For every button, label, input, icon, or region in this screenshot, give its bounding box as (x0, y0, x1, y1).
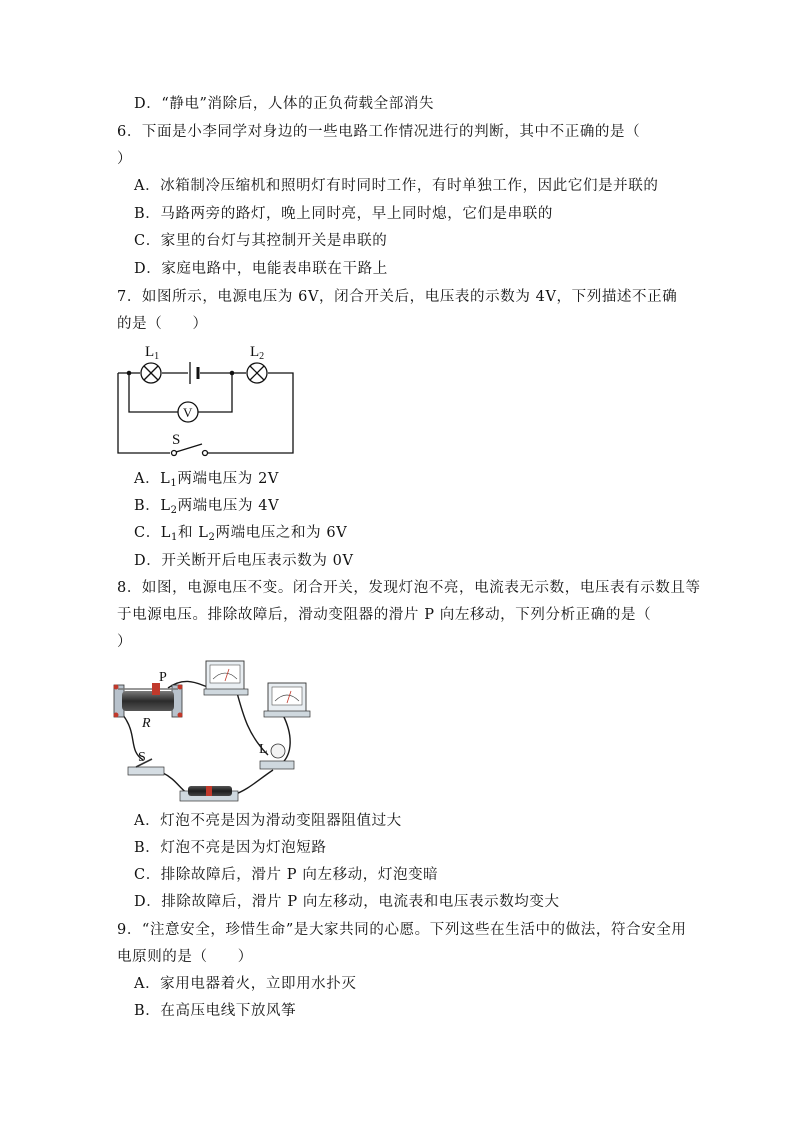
q8-option-b: B．灯泡不亮是因为灯泡短路 (134, 840, 327, 856)
q9-option-b: B．在高压电线下放风筝 (134, 1003, 297, 1019)
q7-junction (127, 371, 132, 376)
q8-voltmeter (264, 683, 310, 717)
q8-switch (128, 759, 164, 775)
q7-option-c: C．$L_1$和 $L_2$两端电压之和为 6V (134, 525, 348, 543)
q8-rheostat (114, 683, 183, 718)
q8-option-c: C．排除故障后，滑片 P 向左移动，灯泡变暗 (134, 867, 439, 883)
q8-label-p: P (159, 670, 167, 685)
q7-voltmeter-wire (129, 373, 178, 412)
q7-stem-line2: 的是（ ） (117, 316, 208, 332)
q7-label-s: S (172, 432, 181, 448)
q7-wire-left (118, 373, 170, 453)
q7-label-l2: $L_2$ (250, 344, 265, 362)
q6-option-c: C．家里的台灯与其控制开关是串联的 (134, 233, 388, 249)
q6-option-a: A．冰箱制冷压缩机和照明灯有时同时工作，有时单独工作，因此它们是并联的 (134, 178, 659, 194)
q8-battery (180, 786, 238, 801)
q7-option-a: A．$L_1$两端电压为 2V (134, 471, 279, 489)
q7-option-d: D．开关断开后电压表示数为 0V (134, 553, 354, 569)
q8-ammeter (204, 661, 248, 695)
q7-wire-right (207, 373, 293, 453)
q8-option-d: D．排除故障后，滑片 P 向左移动，电流表和电压表示数均变大 (134, 894, 560, 910)
q8-stem-line3: ） (117, 634, 133, 650)
q8-circuit-photo (108, 655, 318, 805)
q7-stem-line1: 7．如图所示，电源电压为 6V，闭合开关后，电压表的示数为 4V，下列描述不正确 (117, 289, 678, 305)
q7-junction (230, 371, 235, 376)
q6-stem-line2: ） (117, 151, 133, 167)
q9-option-a: A．家用电器着火，立即用水扑灭 (134, 976, 357, 992)
q6-option-b: B．马路两旁的路灯，晚上同时亮，早上同时熄，它们是串联的 (134, 206, 553, 222)
q7-voltmeter-wire-right (198, 373, 232, 412)
q5-option-d: D．“静电”消除后，人体的正负荷载全部消失 (134, 96, 435, 112)
q8-stem-line2: 于电源电压。排除故障后，滑动变阻器的滑片 P 向左移动，下列分析正确的是（ (117, 607, 652, 623)
q7-label-l1: $L_1$ (145, 344, 160, 362)
q8-label-r: R (142, 716, 151, 731)
q7-switch-pivot (172, 451, 177, 456)
q7-option-b: B．$L_2$两端电压为 4V (134, 498, 280, 516)
q9-stem-line2: 电原则的是（ ） (117, 949, 253, 965)
q9-stem-line1: 9．“注意安全，珍惜生命”是大家共同的心愿。下列这些在生活中的做法，符合安全用 (117, 922, 687, 938)
q7-circuit-diagram (110, 340, 305, 462)
q7-label-v: V (183, 405, 193, 420)
q8-wire (233, 770, 273, 795)
q6-option-d: D．家庭电路中，电能表串联在干路上 (134, 261, 388, 277)
q8-option-a: A．灯泡不亮是因为滑动变阻器阻值过大 (134, 813, 402, 829)
q6-stem-line1: 6．下面是小李同学对身边的一些电路工作情况进行的判断，其中不正确的是（ (117, 124, 641, 140)
q8-stem-line1: 8．如图，电源电压不变。闭合开关，发现灯泡不亮，电流表无示数，电压表有示数且等 (117, 580, 701, 596)
q8-label-l: L (259, 742, 268, 757)
q8-label-s: S (138, 750, 146, 765)
